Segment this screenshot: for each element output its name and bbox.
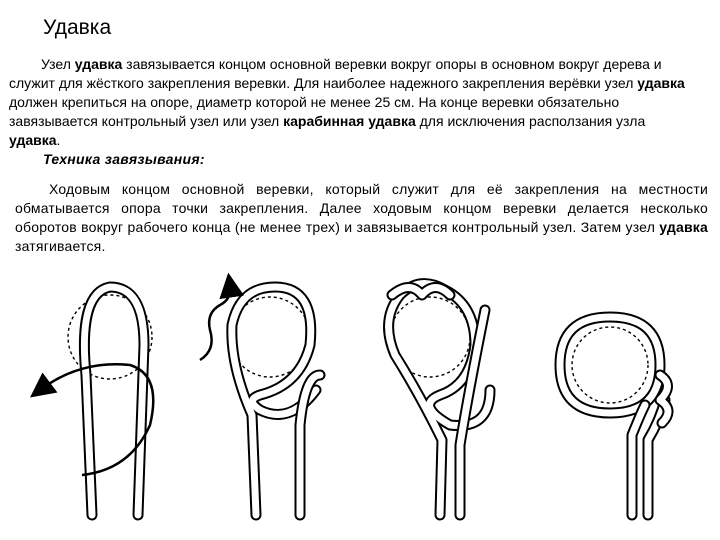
technique-paragraph: [15, 180, 708, 256]
intro-paragraph: [9, 55, 699, 150]
knot-step-1-figure: [40, 287, 153, 515]
knot-step-3-figure: [389, 284, 490, 515]
bold-term: удавка: [659, 219, 708, 235]
text-run: Узел: [41, 56, 75, 72]
bold-term: удавка: [9, 132, 57, 148]
text-run: .: [56, 132, 61, 148]
bold-term: удавка: [74, 56, 123, 72]
support-circle: [572, 327, 648, 403]
text-run: Ходовым концом основной веревки, который служит для её закрепления на местности обматывается опора точки закрепления. Далее ходовым концом веревки делается несколько оборотов вокруг рабочего конца (не менее трех) и завязывается контрольный узел. Затем узел: [15, 181, 708, 235]
knot-illustrations: [20, 265, 710, 535]
knot-step-4-figure: [560, 317, 668, 515]
text-run: для исключения расползания узла: [415, 113, 646, 129]
bold-term: удавка: [637, 75, 685, 91]
technique-heading: Техника завязывания:: [43, 151, 205, 167]
direction-arrow: [200, 285, 230, 360]
text-run: должен крепиться на опоре, диаметр которой не менее 25 см. На конце веревки обязательно завязывается контрольный узел или узел: [9, 94, 620, 129]
text-run: затягивается.: [15, 238, 106, 254]
bold-term: карабинная удавка: [283, 113, 416, 129]
page-title: Удавка: [43, 16, 112, 39]
knot-step-2-figure: [200, 285, 320, 515]
text-run: завязывается концом основной веревки вокруг опоры в основном вокруг дерева и служит для жёсткого закрепления веревки. Для наиболее надежного закрепления верёвки узел: [9, 56, 662, 91]
